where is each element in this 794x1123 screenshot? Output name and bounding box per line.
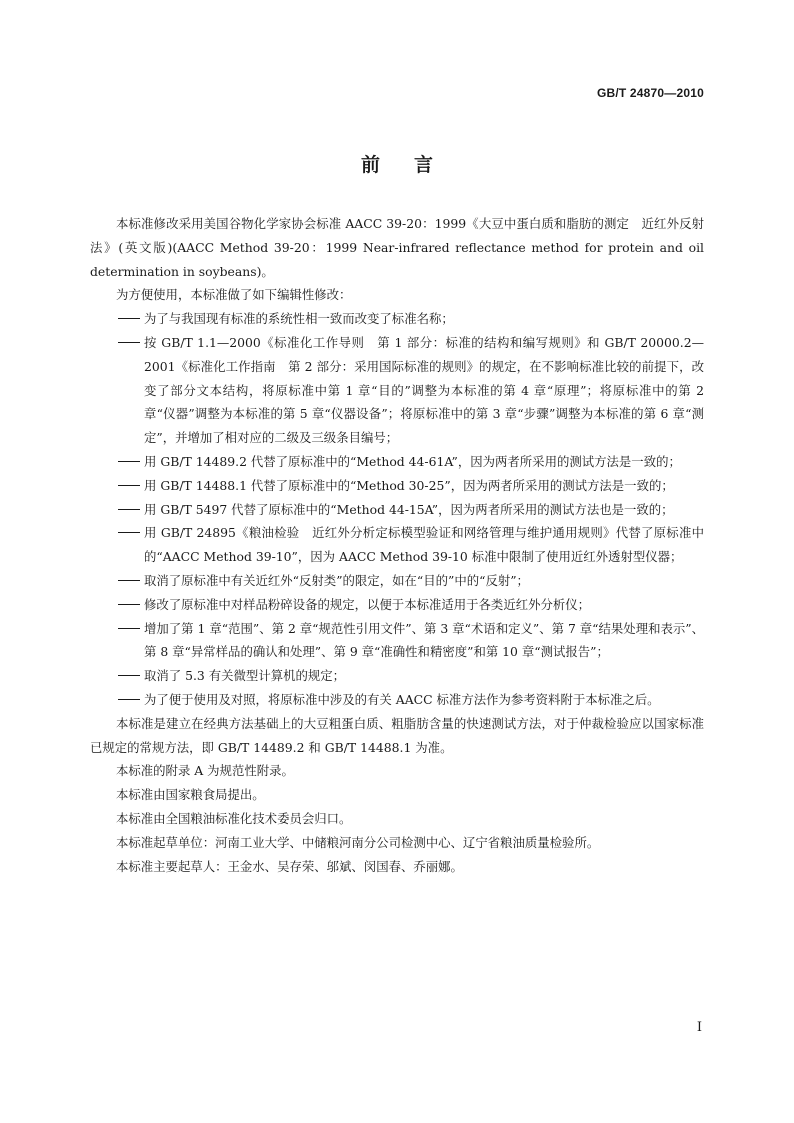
em-dash-bullet	[118, 331, 142, 355]
list-item-text: 为了便于使用及对照，将原标准中涉及的有关 AACC 标准方法作为参考资料附于本标准之后。	[144, 691, 660, 707]
list-item-text: 增加了第 1 章“范围”、第 2 章“规范性引用文件”、第 3 章“术语和定义”、第 7 章“结果处理和表示”、第 8 章“异常样品的确认和处理”、第 9 章“准确性和精密度”和第 10 章“测试报告”；	[144, 620, 704, 660]
em-dash-bullet	[118, 450, 142, 474]
list-item	[90, 450, 704, 474]
closing-paragraph: 本标准的附录 A 为规范性附录。	[116, 763, 294, 779]
list-item	[90, 593, 704, 617]
em-dash-bullet	[118, 569, 142, 593]
list-item	[90, 521, 704, 569]
list-item-text: 用 GB/T 5497 代替了原标准中的“Method 44-15A”，因为两者所采用的测试方法也是一致的；	[144, 501, 674, 517]
closing-paragraph: 本标准主要起草人：王金水、吴存荣、邬斌、闵国春、乔丽娜。	[116, 858, 463, 874]
list-item-text: 取消了 5.3 有关微型计算机的规定；	[144, 668, 346, 684]
document-body	[90, 212, 704, 878]
em-dash-bullet	[118, 593, 142, 617]
em-dash-bullet	[118, 307, 142, 331]
list-item	[90, 664, 704, 688]
intro-paragraph: 本标准修改采用美国谷物化学家协会标准 AACC 39-20：1999《大豆中蛋白质和脂肪的测定 近红外反射法》(英文版)(AACC Method 39-20：1999 Near-infrared reflectance method for protein and oil determination in soybeans)。	[90, 216, 704, 279]
list-item-text: 取消了原标准中有关近红外“反射类”的限定，如在“目的”中的“反射”；	[144, 572, 529, 588]
list-item	[90, 474, 704, 498]
em-dash-bullet	[118, 474, 142, 498]
em-dash-bullet	[118, 664, 142, 688]
list-item	[90, 498, 704, 522]
list-item	[90, 569, 704, 593]
list-item-text: 修改了原标准中对样品粉碎设备的规定，以便于本标准适用于各类近红外分析仪；	[144, 596, 591, 612]
list-item-text: 按 GB/T 1.1—2000《标准化工作导则 第 1 部分：标准的结构和编写规则》和 GB/T 20000.2—2001《标准化工作指南 第 2 部分：采用国际标准的规则》的规定，在不影响标准比较的前提下，改变了部分文本结构，将原标准中第 1 章“目的”调整为本标准的第 4 章“原理”；将原标准中的第 2 章“仪器”调整为本标准的第 5 章“仪器设备”；将原标准中的第 3 章“步骤”调整为本标准的第 6 章“测定”，并增加了相对应的二级及三级条目编号；	[144, 334, 704, 446]
standard-code: GB/T 24870—2010	[596, 86, 704, 100]
em-dash-bullet	[118, 498, 142, 522]
list-item	[90, 688, 704, 712]
list-item	[90, 331, 704, 450]
em-dash-bullet	[118, 688, 142, 712]
page-title: 前言	[360, 154, 467, 176]
list-item-text: 用 GB/T 14488.1 代替了原标准中的“Method 30-25”，因为两者所采用的测试方法是一致的；	[144, 477, 674, 493]
closing-paragraph: 本标准是建立在经典方法基础上的大豆粗蛋白质、粗脂肪含量的快速测试方法，对于仲裁检验应以国家标准已规定的常规方法，即 GB/T 14489.2 和 GB/T 14488.1 为准。	[90, 715, 704, 755]
closing-paragraph: 本标准起草单位：河南工业大学、中储粮河南分公司检测中心、辽宁省粮油质量检验所。	[116, 834, 600, 850]
modification-list	[90, 307, 704, 712]
list-item	[90, 307, 704, 331]
intro-paragraph: 为方便使用，本标准做了如下编辑性修改：	[116, 287, 352, 303]
closing-paragraph: 本标准由全国粮油标准化技术委员会归口。	[116, 810, 352, 826]
list-item-text: 用 GB/T 14489.2 代替了原标准中的“Method 44-61A”，因为两者所采用的测试方法是一致的；	[144, 453, 681, 469]
list-item-text: 用 GB/T 24895《粮油检验 近红外分析定标模型验证和网络管理与维护通用规则》代替了原标准中的“AACC Method 39-10”，因为 AACC Method 39-10 标准中限制了使用近红外透射型仪器；	[144, 525, 704, 565]
closing-paragraph: 本标准由国家粮食局提出。	[116, 787, 265, 803]
list-item-text: 为了与我国现有标准的系统性相一致而改变了标准名称；	[144, 311, 454, 327]
em-dash-bullet	[118, 617, 142, 641]
list-item	[90, 617, 704, 665]
em-dash-bullet	[118, 521, 142, 545]
page-number: I	[696, 1020, 702, 1035]
